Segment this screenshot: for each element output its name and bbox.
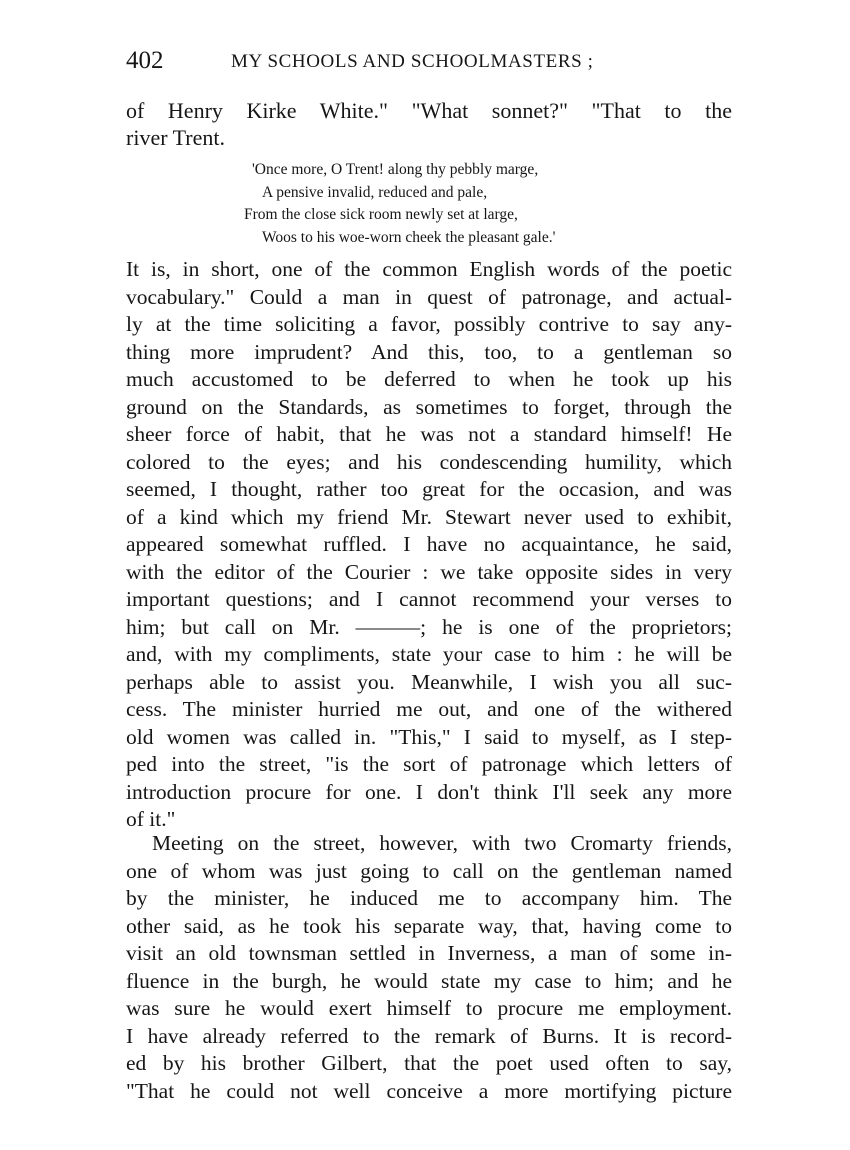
text-line: him; but call on Mr. ———; he is one of the proprietors; — [126, 614, 732, 639]
running-head — [126, 44, 736, 78]
text-line: seemed, I thought, rather too great for the occasion, and was — [126, 477, 732, 501]
text-line: visit an old townsman settled in Inverness, a man of some in- — [126, 941, 732, 965]
text-line: much accustomed to be deferred to when he took up his — [126, 367, 732, 391]
page-number: 402 — [126, 47, 164, 74]
text-line: was sure he would exert himself to procure me employment. — [126, 996, 732, 1020]
text-line: sheer force of habit, that he was not a standard himself! He — [126, 422, 732, 446]
text-line: other said, as he took his separate way, that, having come to — [126, 913, 732, 938]
text-line: by the minister, he induced me to accompany him. The — [126, 886, 732, 910]
text-line: ly at the time soliciting a favor, possibly contrive to say any- — [126, 312, 732, 336]
text-line: ground on the Standards, as sometimes to forget, through the — [126, 394, 732, 419]
paragraph-1 — [126, 256, 732, 834]
text-line: old women was called in. "This," I said to myself, as I step- — [126, 724, 732, 749]
text-line: perhaps able to assist you. Meanwhile, I wish you all suc- — [126, 669, 732, 694]
text-line: ed by his brother Gilbert, that the poet used often to say, — [126, 1051, 732, 1075]
text-line: introduction procure for one. I don't think I'll seek any more — [126, 779, 732, 804]
opening-lines — [126, 97, 732, 151]
text-line: one of whom was just going to call on the gentleman named — [126, 858, 732, 883]
text-line: colored to the eyes; and his condescending humility, which — [126, 449, 732, 474]
poem-line: Woos to his woe-worn cheek the pleasant gale.' — [262, 228, 556, 246]
quoted-sonnet — [244, 159, 624, 249]
text-line: appeared somewhat ruffled. I have no acquaintance, he said, — [126, 532, 732, 556]
text-line: with the editor of the Courier : we take opposite sides in very — [126, 559, 732, 584]
text-line: of Henry Kirke White." "What sonnet?" "That to the — [126, 98, 732, 123]
text-line: ped into the street, "is the sort of patronage which letters of — [126, 752, 732, 776]
text-line: It is, in short, one of the common English words of the poetic — [126, 257, 732, 281]
text-line: of a kind which my friend Mr. Stewart never used to exhibit, — [126, 504, 732, 529]
text-line: Meeting on the street, however, with two Cromarty friends, — [152, 831, 732, 855]
text-line: vocabulary." Could a man in quest of patronage, and actual- — [126, 284, 732, 309]
text-line: important questions; and I cannot recommend your verses to — [126, 587, 732, 611]
text-line: of it." — [126, 807, 176, 831]
running-title: MY SCHOOLS AND SCHOOLMASTERS ; — [231, 51, 594, 72]
poem-line: A pensive invalid, reduced and pale, — [262, 183, 488, 201]
text-line: thing more imprudent? And this, too, to a gentleman so — [126, 339, 732, 364]
text-line: cess. The minister hurried me out, and one of the withered — [126, 697, 732, 721]
poem-line: From the close sick room newly set at large, — [244, 206, 518, 223]
text-line: I have already referred to the remark of Burns. It is record- — [126, 1023, 732, 1048]
text-line: fluence in the burgh, he would state my case to him; and he — [126, 968, 732, 993]
text-line: river Trent. — [126, 125, 225, 150]
text-line: "That he could not well conceive a more mortifying picture — [126, 1078, 732, 1103]
text-line: and, with my compliments, state your case to him : he will be — [126, 642, 732, 666]
poem-line: 'Once more, O Trent! along thy pebbly marge, — [252, 161, 539, 178]
paragraph-2 — [126, 830, 732, 1105]
